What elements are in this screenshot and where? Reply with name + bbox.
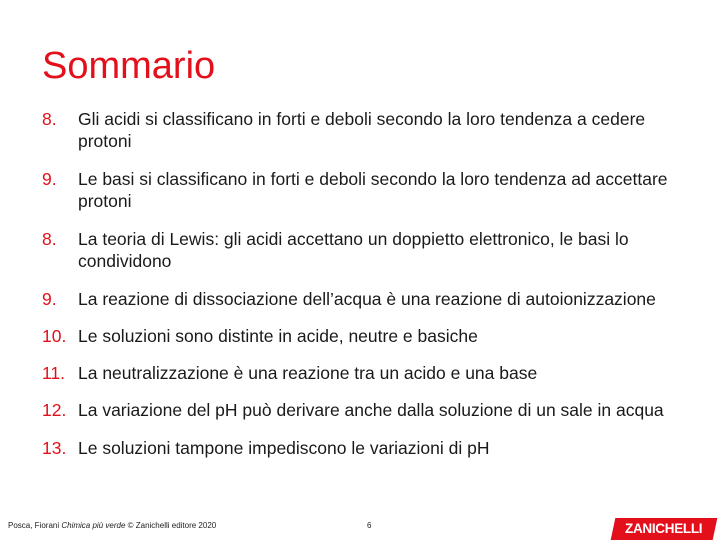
item-text: La variazione del pH può derivare anche dalla soluzione di un sale in acqua	[78, 400, 664, 420]
footer-book-title: Chimica più verde	[61, 521, 126, 530]
list-item	[42, 228, 682, 272]
footer-publisher: © Zanichelli editore 2020	[125, 521, 217, 530]
item-text: La reazione di dissociazione dell’acqua è una reazione di autoionizzazione	[78, 289, 656, 309]
item-number: 13.	[42, 438, 67, 458]
summary-list	[42, 108, 682, 459]
publisher-logo	[611, 518, 718, 540]
list-item	[42, 325, 682, 347]
item-text: Gli acidi si classificano in forti e deboli secondo la loro tendenza a cedere protoni	[78, 109, 646, 151]
slide-title: Sommario	[42, 45, 216, 87]
item-number: 11.	[42, 363, 66, 383]
item-number: 8.	[42, 109, 57, 129]
list-item	[42, 168, 682, 212]
logo-text: ZANICHELLI	[625, 521, 703, 536]
item-text: La teoria di Lewis: gli acidi accettano un doppietto elettronico, le basi lo condividono	[78, 229, 629, 271]
list-item	[42, 288, 682, 310]
item-number: 8.	[42, 229, 57, 249]
item-text: Le soluzioni sono distinte in acide, neutre e basiche	[78, 326, 478, 346]
page-number: 6	[367, 521, 372, 530]
item-number: 10.	[42, 326, 67, 346]
list-item	[42, 437, 682, 459]
list-item	[42, 399, 682, 421]
item-number: 12.	[42, 400, 67, 420]
item-text: Le soluzioni tampone impediscono le variazioni di pH	[78, 438, 490, 458]
footer-credit	[8, 521, 216, 530]
item-number: 9.	[42, 289, 57, 309]
item-number: 9.	[42, 169, 57, 189]
list-item	[42, 108, 682, 152]
list-item	[42, 362, 682, 384]
footer-authors: Posca, Fiorani	[8, 521, 62, 530]
item-text: La neutralizzazione è una reazione tra un acido e una base	[78, 363, 538, 383]
item-text: Le basi si classificano in forti e deboli secondo la loro tendenza ad accettare protoni	[78, 169, 668, 211]
